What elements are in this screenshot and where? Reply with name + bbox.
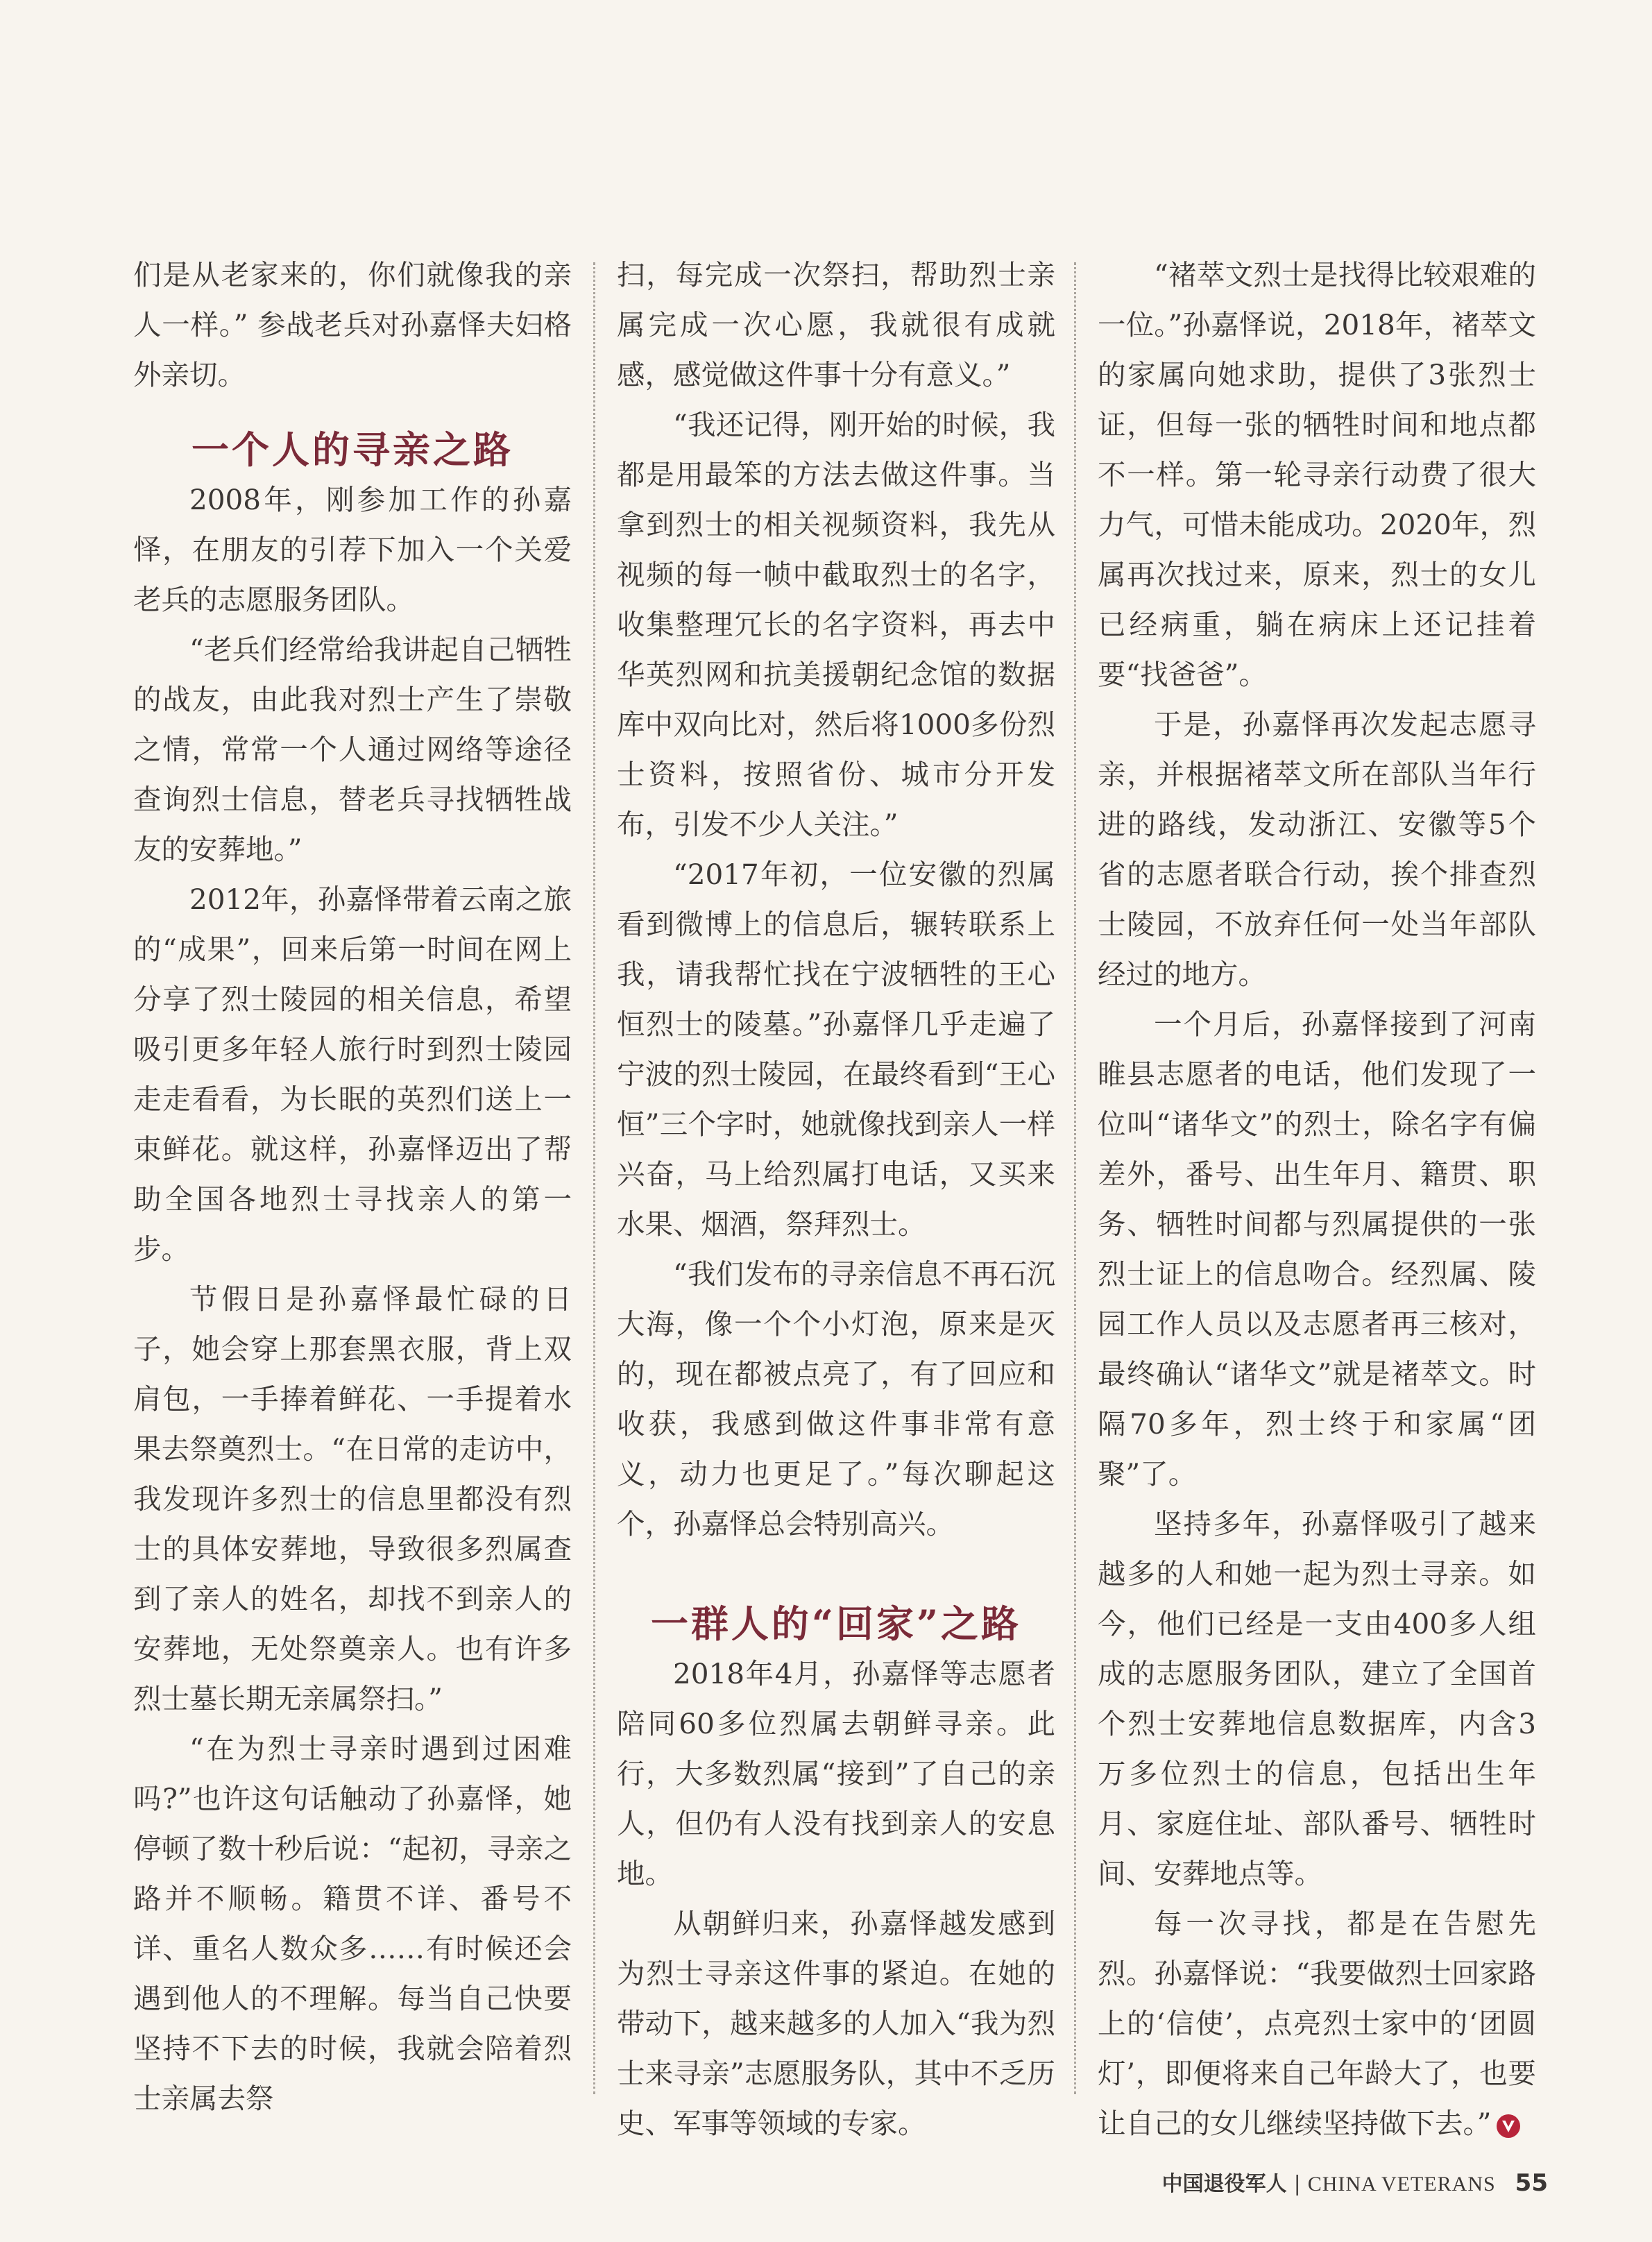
article-column-1 — [133, 250, 572, 2123]
paragraph-text: 每一次寻找，都是在告慰先烈。孙嘉怿说：“我要做烈士回家路上的‘信使’，点亮烈士家中的‘团圆灯’，即便将来自己年龄大了，也要让自己的女儿继续坚持做下去。” — [1098, 1907, 1536, 2140]
footer-separator: | — [1293, 2172, 1301, 2196]
paragraph-final — [1098, 1899, 1536, 2148]
article-column-2 — [617, 250, 1055, 2148]
column-divider — [593, 262, 595, 2094]
page-number: 55 — [1515, 2169, 1548, 2197]
paragraph: 扫，每完成一次祭扫，帮助烈士亲属完成一次心愿，我就很有成就感，感觉做这件事十分有意义。” — [617, 258, 1055, 391]
paragraph: “我还记得，刚开始的时候，我都是用最笨的方法去做这件事。当拿到烈士的相关视频资料，我先从视频的每一帧中截取烈士的名字，收集整理冗长的名字资料，再去中华英烈网和抗美援朝纪念馆的数据库中双向比对，然后将1000多份烈士资料，按照省份、城市分开发布，引发不少人关注。” — [617, 408, 1055, 841]
section-heading: 一个人的寻亲之路 — [191, 427, 513, 472]
paragraph: 2008年，刚参加工作的孙嘉怿，在朋友的引荐下加入一个关爱老兵的志愿服务团队。 — [133, 483, 572, 616]
paragraph: 节假日是孙嘉怿最忙碌的日子，她会穿上那套黑衣服，背上双肩包，一手捧着鲜花、一手提着水果去祭奠烈士。“在日常的走访中，我发现许多烈士的信息里都没有烈士的具体安葬地，导致很多烈属查到了亲人的姓名，却找不到亲人的安葬地，无处祭奠亲人。也有许多烈士墓长期无亲属祭扫。” — [133, 1282, 572, 1715]
paragraph: “褚萃文烈士是找得比较艰难的一位。”孙嘉怿说，2018年，褚萃文的家属向她求助，提供了3张烈士证，但每一张的牺牲时间和地点都不一样。第一轮寻亲行动费了很大力气，可惜未能成功。2020年，烈属再次找过来，原来，烈士的女儿已经病重，躺在病床上还记挂着要“找爸爸”。 — [1098, 258, 1536, 691]
paragraph: 2018年4月，孙嘉怿等志愿者陪同60多位烈属去朝鲜寻亲。此行，大多数烈属“接到”了自己的亲人，但仍有人没有找到亲人的安息地。 — [617, 1657, 1055, 1890]
paragraph: “在为烈士寻亲时遇到过困难吗?”也许这句话触动了孙嘉怿，她停顿了数十秒后说：“起初，寻亲之路并不顺畅。籍贯不详、番号不详、重名人数众多……有时候还会遇到他人的不理解。每当自己快要坚持不下去的时候，我就会陪着烈士亲属去祭 — [133, 1732, 572, 2115]
magazine-v-logo-icon — [1497, 2114, 1520, 2138]
paragraph: 于是，孙嘉怿再次发起志愿寻亲，并根据褚萃文所在部队当年行进的路线，发动浙江、安徽等5个省的志愿者联合行动，挨个排查烈士陵园，不放弃任何一处当年部队经过的地方。 — [1098, 708, 1536, 991]
paragraph: 坚持多年，孙嘉怿吸引了越来越多的人和她一起为烈士寻亲。如今，他们已经是一支由400多人组成的志愿服务团队，建立了全国首个烈士安葬地信息数据库，内含3万多位烈士的信息，包括出生年月、家庭住址、部队番号、牺牲时间、安葬地点等。 — [1098, 1507, 1536, 1890]
column-divider — [1074, 262, 1076, 2094]
section-heading: 一群人的“回家”之路 — [650, 1602, 1022, 1646]
paragraph: 一个月后，孙嘉怿接到了河南睢县志愿者的电话，他们发现了一位叫“诸华文”的烈士，除名字有偏差外，番号、出生年月、籍贯、职务、牺牲时间都与烈属提供的一张烈士证上的信息吻合。经烈属、陵园工作人员以及志愿者再三核对，最终确认“诸华文”就是褚萃文。时隔70多年，烈士终于和家属“团聚”了。 — [1098, 1008, 1536, 1491]
magazine-name-cn: 中国退役军人 — [1161, 2172, 1287, 2196]
paragraph: “我们发布的寻亲信息不再石沉大海，像一个个小灯泡，原来是灭的，现在都被点亮了，有了回应和收获，我感到做这件事非常有意义，动力也更足了。”每次聊起这个，孙嘉怿总会特别高兴。 — [617, 1257, 1055, 1540]
article-column-3 — [1098, 250, 1536, 2148]
paragraph: 从朝鲜归来，孙嘉怿越发感到为烈士寻亲这件事的紧迫。在她的带动下，越来越多的人加入“我为烈士来寻亲”志愿服务队，其中不乏历史、军事等领域的专家。 — [617, 1907, 1055, 2140]
paragraph: 们是从老家来的，你们就像我的亲人一样。” 参战老兵对孙嘉怿夫妇格外亲切。 — [133, 258, 572, 391]
paragraph: 2012年，孙嘉怿带着云南之旅的“成果”，回来后第一时间在网上分享了烈士陵园的相关信息，希望吸引更多年轻人旅行时到烈士陵园走走看看，为长眠的英烈们送上一束鲜花。就这样，孙嘉怿迈出了帮助全国各地烈士寻找亲人的第一步。 — [133, 883, 572, 1266]
page-footer — [1162, 2166, 1548, 2197]
magazine-name-en: CHINA VETERANS — [1307, 2173, 1496, 2196]
paragraph: “2017年初，一位安徽的烈属看到微博上的信息后，辗转联系上我，请我帮忙找在宁波牺牲的王心恒烈士的陵墓。”孙嘉怿几乎走遍了宁波的烈士陵园，在最终看到“王心恒”三个字时，她就像找到亲人一样兴奋，马上给烈属打电话，又买来水果、烟酒，祭拜烈士。 — [617, 858, 1055, 1241]
paragraph: “老兵们经常给我讲起自己牺牲的战友，由此我对烈士产生了崇敬之情，常常一个人通过网络等途径查询烈士信息，替老兵寻找牺牲战友的安葬地。” — [133, 633, 572, 866]
